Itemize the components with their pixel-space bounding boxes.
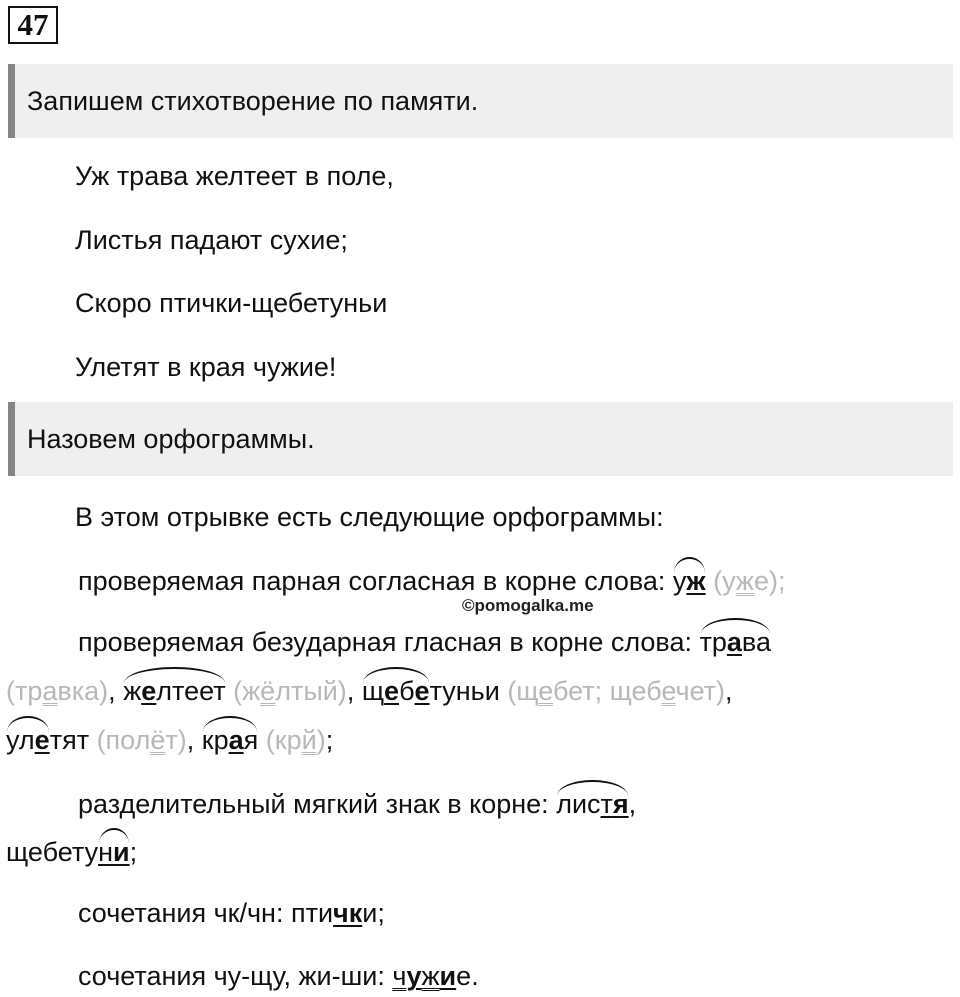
word-listya: листя — [556, 786, 628, 822]
word-shchebetunyi: щебе — [362, 673, 430, 709]
intro-text: В этом отрывке есть следующие орфограммы: — [75, 502, 664, 532]
watermark: ©pomogalka.me — [462, 596, 594, 615]
word-trava: трава — [700, 624, 771, 660]
word-zhelteet: желтеет — [123, 673, 225, 709]
rule-chu-shchu-zhi-shi: сочетания чу-щу, жи-ши: чужие. — [78, 961, 479, 991]
check-word: (жёлтый) — [225, 676, 347, 706]
rule-soft-sign-line2: щебетуни; — [6, 834, 137, 870]
poem-line-1: Уж трава желтеет в поле, — [75, 161, 394, 191]
check-word: (травка) — [6, 676, 109, 706]
rule-label: сочетания чу-щу, жи-ши: — [78, 961, 393, 991]
poem-line-2: Листья падают сухие; — [75, 225, 348, 255]
word-uletyat: уле — [6, 722, 50, 758]
rule-unstressed-vowel-line2: (травка), желтеет (жёлтый), щебетуньи (щебет; щебечет), — [6, 673, 733, 709]
rule-chk-chn: сочетания чк/чн: птички; — [78, 898, 385, 928]
poem-line-3: Скоро птички-щебетуньи — [75, 288, 388, 318]
rule-label: сочетания чк/чн: — [78, 898, 291, 928]
rule-unstressed-vowel-line3: улетят (полёт), края (крй); — [6, 722, 333, 758]
section-header-memory: Запишем стихотворение по памяти. — [8, 64, 953, 138]
check-word: (уже); — [705, 566, 786, 596]
rule-unstressed-vowel — [78, 624, 771, 660]
rule-label: разделительный мягкий знак в корне: — [78, 789, 557, 819]
check-word: (крй) — [258, 725, 326, 755]
rule-label: проверяемая парная согласная в корне слова: — [78, 566, 673, 596]
rule-voiced-consonant — [78, 563, 785, 599]
word-shchebetunyi-ending: ни — [98, 834, 130, 870]
section-header-orthograms: Назовем орфограммы. — [8, 402, 953, 476]
word-uzh: уж — [673, 563, 706, 599]
poem-line-4: Улетят в края чужие! — [75, 352, 337, 382]
check-word: (щебет; щебечет) — [499, 676, 726, 706]
rule-soft-sign: разделительный мягкий знак в корне: листя, — [78, 786, 636, 822]
check-word: (полёт) — [89, 725, 187, 755]
word-kraya: края — [202, 722, 259, 758]
rule-label: проверяемая безударная гласная в корне слова: — [78, 627, 700, 657]
task-number: 47 — [8, 6, 58, 44]
